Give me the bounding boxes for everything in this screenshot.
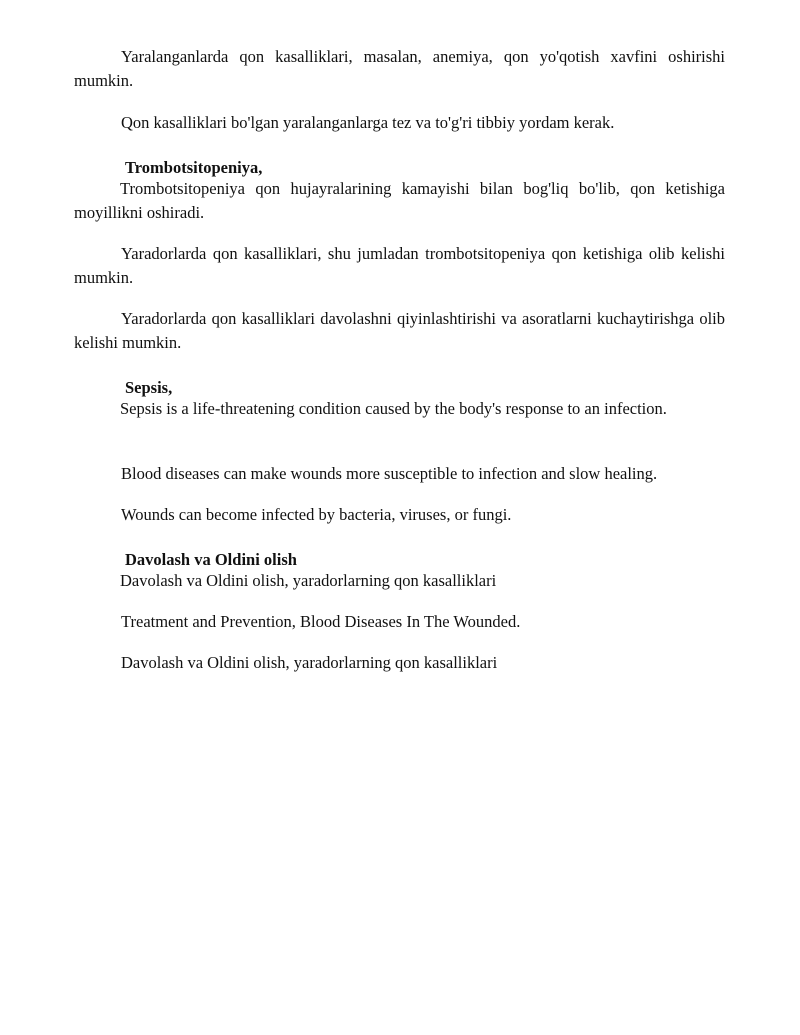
- paragraph-complications: Yaradorlarda qon kasalliklari davolashni qiyinlashtirishi va asoratlarni kuchaytirishga olib kelishi mumkin.: [74, 309, 725, 352]
- paragraph-medical-help: Qon kasalliklari bo'lgan yaralanganlarga tez va to'g'ri tibbiy yordam kerak.: [121, 113, 615, 132]
- paragraph-infection-susceptibility: Blood diseases can make wounds more susceptible to infection and slow healing.: [121, 464, 658, 483]
- paragraph-thrombocytopenia-definition: Trombotsitopeniya qon hujayralarining kamayishi bilan bog'liq bo'lib, qon ketishiga moyillikni oshiradi.: [74, 179, 725, 222]
- heading-sepsis: Sepsis,: [125, 378, 173, 397]
- paragraph-infection-sources: Wounds can become infected by bacteria, viruses, or fungi.: [121, 505, 512, 524]
- paragraph-treatment-uz-1: Davolash va Oldini olish, yaradorlarning qon kasalliklari: [120, 571, 497, 590]
- paragraph-treatment-uz-2: Davolash va Oldini olish, yaradorlarning qon kasalliklari: [121, 653, 498, 672]
- paragraph-treatment-en: Treatment and Prevention, Blood Diseases In The Wounded.: [121, 612, 521, 631]
- paragraph-sepsis-definition: Sepsis is a life-threatening condition caused by the body's response to an infection.: [120, 399, 667, 418]
- paragraph-thrombocytopenia-bleeding: Yaradorlarda qon kasalliklari, shu jumladan trombotsitopeniya qon ketishiga olib kelishi mumkin.: [74, 244, 725, 287]
- heading-treatment-prevention: Davolash va Oldini olish: [125, 550, 297, 569]
- paragraph-anemia: Yaralanganlarda qon kasalliklari, masalan, anemiya, qon yo'qotish xavfini oshirishi mumkin.: [74, 47, 725, 90]
- heading-thrombocytopenia: Trombotsitopeniya,: [125, 158, 263, 177]
